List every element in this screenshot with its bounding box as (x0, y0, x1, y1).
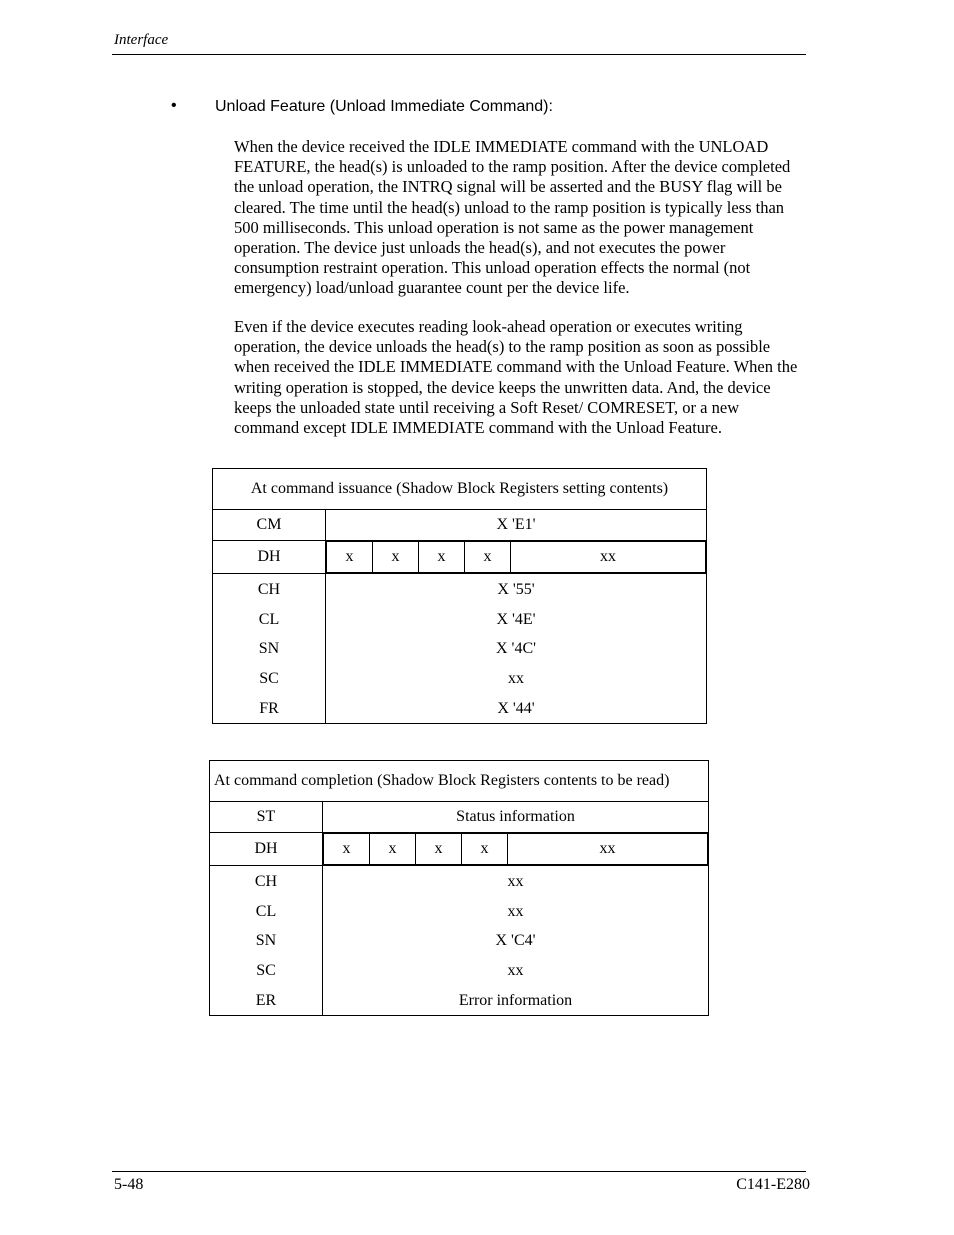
register-label: ST (210, 802, 323, 833)
register-value: X '4C' (496, 640, 536, 658)
register-value: X 'C4' (495, 932, 536, 950)
register-label: CL (258, 610, 280, 628)
register-value: X '55' (497, 581, 535, 598)
register-label: SN (255, 932, 277, 950)
paragraph-unload-behavior: Even if the device executes reading look-ahead operation or executes writing operation, the device unloads the head(s) to the ramp position as soon as possible when received the IDLE IMMEDIATE command with the Unload Feature. When the writing operation is stopped, the device keeps the unwritten data. And, the device keeps the unloaded state until receiving a Soft Reset/ COMRESET, or a new command except IDLE IMMEDIATE command with the Unload Feature. (234, 317, 798, 438)
register-label: DH (213, 541, 326, 574)
dh-bit-fields (326, 541, 707, 574)
document-code: C141-E280 (736, 1176, 810, 1193)
register-value: X '44' (497, 699, 535, 717)
register-value: X '4E' (496, 610, 536, 628)
register-label-group (210, 866, 323, 1016)
register-value: Status information (323, 802, 709, 833)
register-label: CH (257, 581, 281, 598)
register-value: xx (507, 902, 524, 920)
register-label: ER (255, 991, 277, 1009)
footer-rule (112, 1171, 806, 1172)
register-label: SC (259, 670, 279, 688)
running-header: Interface (114, 32, 169, 48)
dh-head-field: xx (511, 542, 706, 573)
dh-head-field: xx (508, 834, 708, 865)
page-number: 5-48 (114, 1176, 144, 1193)
issuance-register-table (212, 468, 707, 724)
section-title: Unload Feature (Unload Immediate Command): (215, 98, 553, 115)
register-label: SN (258, 640, 280, 658)
completion-register-table (209, 760, 709, 1016)
register-value: X 'E1' (326, 510, 707, 541)
dh-bit: x (327, 542, 373, 573)
header-rule (112, 54, 806, 55)
register-value: Error information (458, 991, 573, 1009)
register-label: CH (254, 873, 278, 890)
register-value-group (326, 574, 707, 724)
dh-bit: x (373, 542, 419, 573)
bullet-icon: • (171, 97, 177, 114)
dh-bit: x (465, 542, 511, 573)
register-label: CM (213, 510, 326, 541)
register-value: xx (507, 962, 524, 980)
register-label: FR (259, 699, 279, 717)
register-label: SC (256, 962, 276, 980)
dh-bit: x (416, 834, 462, 865)
completion-table-title: At command completion (Shadow Block Registers contents to be read) (210, 761, 709, 802)
register-value: xx (508, 670, 524, 688)
dh-bit: x (370, 834, 416, 865)
register-label: DH (210, 833, 323, 866)
dh-bit: x (324, 834, 370, 865)
paragraph-unload-description: When the device received the IDLE IMMEDIATE command with the UNLOAD FEATURE, the head(s) is unloaded to the ramp position. After the device completed the unload operation, the INTRQ signal will be asserted and the BUSY flag will be cleared. The time until the head(s) unload to the ramp position is typically less than 500 milliseconds. This unload operation is not same as the power management operation. The device just unloads the head(s), and not executes the power consumption restraint operation. This unload operation effects the normal (not emergency) load/unload guarantee count per the device life. (234, 137, 791, 298)
dh-bit: x (462, 834, 508, 865)
register-value-group (323, 866, 709, 1016)
dh-bit: x (419, 542, 465, 573)
issuance-table-title: At command issuance (Shadow Block Registers setting contents) (213, 469, 707, 510)
register-value: xx (507, 873, 524, 890)
register-label-group (213, 574, 326, 724)
register-label: CL (255, 902, 277, 920)
dh-bit-fields (323, 833, 709, 866)
